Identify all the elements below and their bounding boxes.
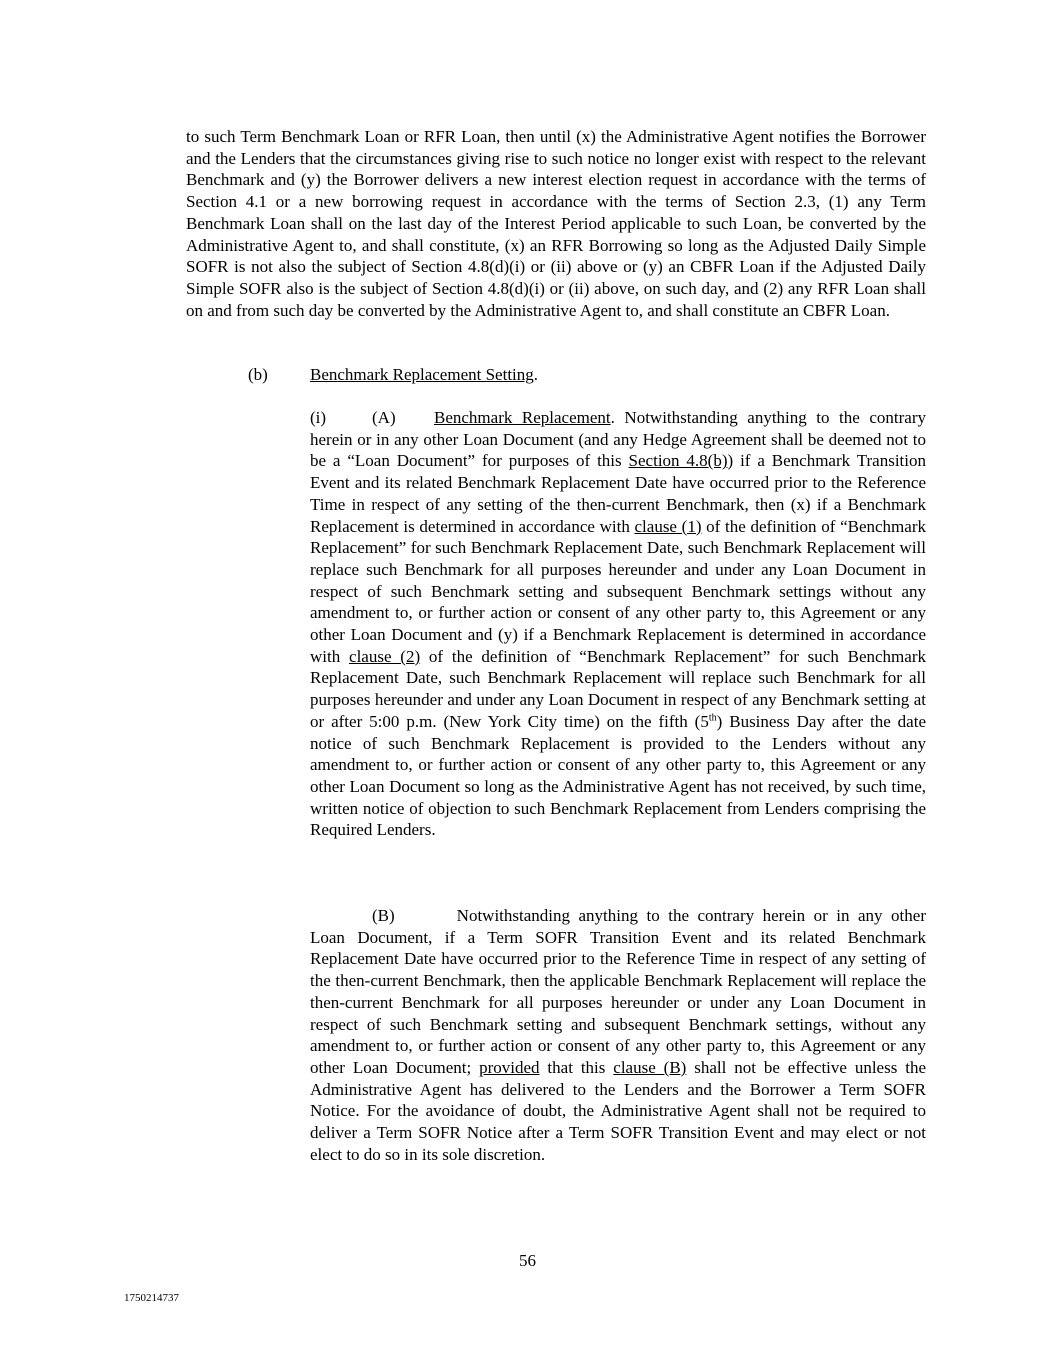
section-b-title: Benchmark Replacement Setting — [310, 365, 534, 384]
clause-reference: clause (B) — [613, 1057, 687, 1077]
subsection-i-a-paragraph — [310, 407, 926, 841]
section-b-punct: . — [533, 365, 539, 384]
intro-paragraph: to such Term Benchmark Loan or RFR Loan, then until (x) the Administrative Agent notifies the Borrower and the Lenders that the circumstances giving rise to such notice no longer exist with respect to the relevant Benchmark and (y) the Borrower delivers a new interest election request in accordance with the terms of Section 4.1 or a new borrowing request in accordance with the terms of Section 2.3, (1) any Term Benchmark Loan shall on the last day of the Interest Period applicable to such Loan, be converted by the Administrative Agent to, and shall constitute, (x) an RFR Borrowing so long as the Adjusted Daily Simple SOFR is not also the subject of Section 4.8(d)(i) or (ii) above or (y) an CBFR Loan if the Adjusted Daily Simple SOFR also is the subject of Section 4.8(d)(i) or (ii) above, on such day, and (2) any RFR Loan shall on and from such day be converted by the Administrative Agent to, and shall constitute an CBFR Loan. — [186, 127, 926, 320]
provided-term: provided — [479, 1057, 540, 1077]
text-segment: ) Business Day after the date notice of such Benchmark Replacement is provided to the Lenders without any amendment to, or further action or consent of any other party to, this Agreement or any other Loan Document so long as the Administrative Agent has not received, by such time, written notice of objection to such Benchmark Replacement from Lenders comprising the Required Lenders. — [310, 711, 926, 840]
text-segment: ) if a Benchmark Transition Event and its related Benchmark Replacement Date have occurred prior to the Reference Time in respect of any setting of the then-current Benchmark, then (x) if a Benchmark Replacement is determined in accordance with — [310, 451, 926, 536]
subsection-a-title: Benchmark Replacement — [434, 408, 611, 427]
document-id: 1750214737 — [124, 1292, 179, 1304]
text-segment: that this — [539, 1057, 614, 1077]
subsection-a-label: (A) — [372, 408, 396, 427]
section-b-label: (b) — [248, 365, 268, 384]
text-segment: . Notwithstanding anything to the contrary herein or in any other Loan Document (and any Hedge Agreement shall be deemed not to be a “Loan Document” for purposes of this — [310, 408, 926, 471]
text-segment: Notwithstanding anything to the contrary herein or in any other Loan Document, if a Term SOFR Transition Event and its related Benchmark Replacement Date have occurred prior to the Reference Time in respect of any setting of the then-current Benchmark, then the applicable Benchmark Replacement will replace the then-current Benchmark for all purposes hereunder or under any Loan Document in respect of such Benchmark setting and subsequent Benchmark settings, without any amendment to, or further action or consent of any other party to, this Agreement or any other Loan Document; — [310, 906, 926, 1077]
subsection-b-label: (B) — [372, 906, 395, 925]
page-number: 56 — [519, 1251, 536, 1270]
subsection-b-paragraph — [310, 905, 926, 1165]
text-segment: of the definition of “Benchmark Replacement” for such Benchmark Replacement Date, such Benchmark Replacement will replace such Benchmark for all purposes hereunder and under any Loan Document in respect of any Benchmark setting at or after 5:00 p.m. (New York City time) on the fifth (5 — [310, 646, 926, 731]
section-b-heading — [248, 364, 538, 386]
section-reference: Section 4.8(b) — [628, 451, 728, 471]
text-segment: shall not be effective unless the Administrative Agent has delivered to the Lenders and the Borrower a Term SOFR Notice. For the avoidance of doubt, the Administrative Agent shall not be required to deliver a Term SOFR Notice after a Term SOFR Transition Event and may elect or not elect to do so in its sole discretion. — [310, 1057, 926, 1164]
text-segment: of the definition of “Benchmark Replacement” for such Benchmark Replacement Date, such Benchmark Replacement will replace such Benchmark for all purposes hereunder and under any Loan Document in respect of such Benchmark setting and subsequent Benchmark settings without any amendment to, or further action or consent of any other party to, this Agreement or any other Loan Document and (y) if a Benchmark Replacement is determined in accordance with — [310, 516, 926, 666]
superscript: th — [708, 712, 717, 724]
clause-reference: clause (1) — [634, 516, 702, 536]
subsection-i-label: (i) — [310, 408, 327, 427]
clause-reference: clause (2) — [349, 646, 421, 666]
